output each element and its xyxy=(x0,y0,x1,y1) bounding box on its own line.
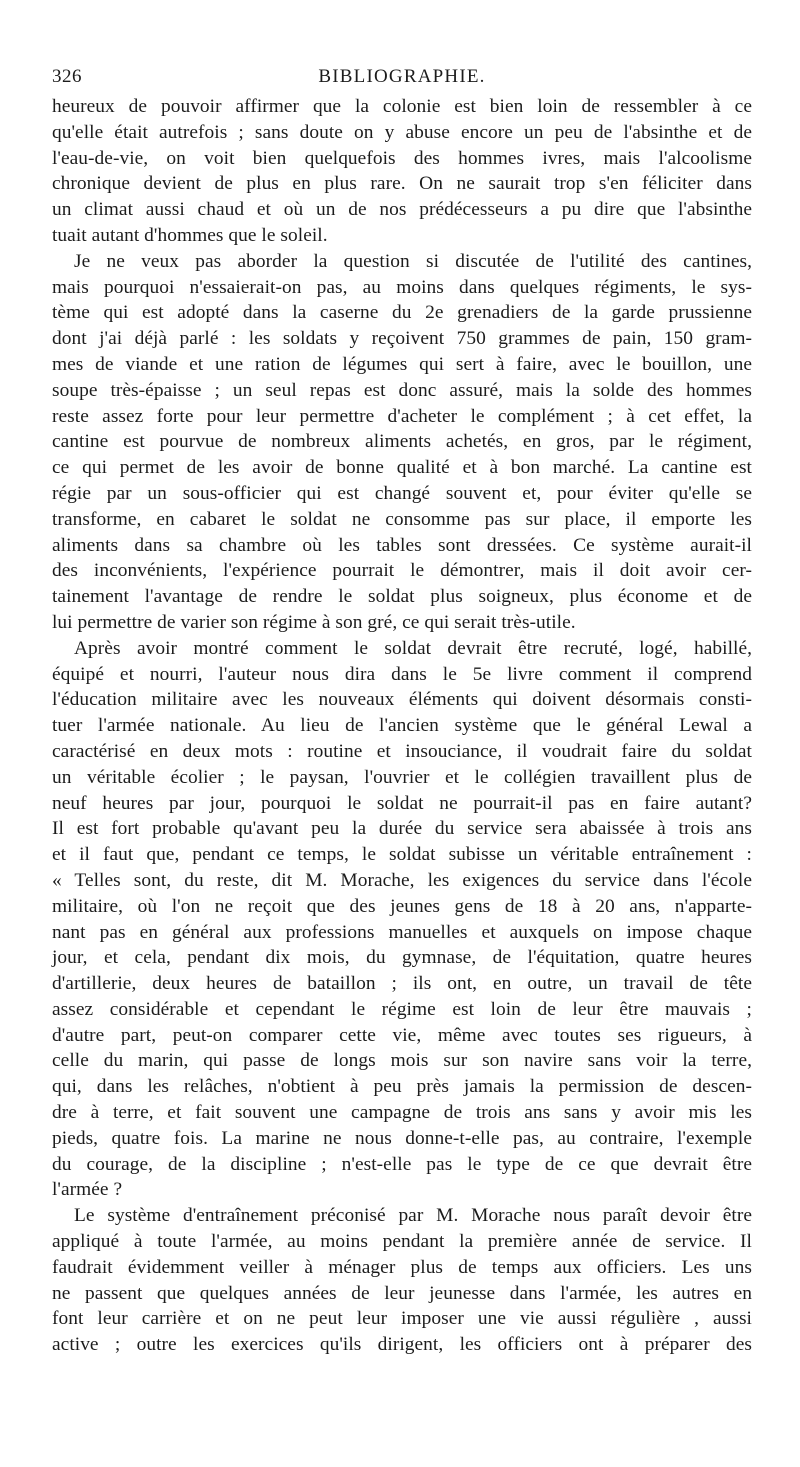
text-line: assez considérable et cependant le régime est loin de leur être mauvais ; xyxy=(52,998,752,1020)
text-line: faudrait évidemment veiller à ménager plus de temps aux officiers. Les uns xyxy=(52,1256,752,1278)
text-line: un véritable écolier ; le paysan, l'ouvrier et le collégien travaillent plus de xyxy=(52,766,752,788)
page-number: 326 xyxy=(52,66,82,87)
text-line: nant pas en général aux professions manuelles et auxquels on impose chaque xyxy=(52,921,752,943)
text-line: militaire, où l'on ne reçoit que des jeunes gens de 18 à 20 ans, n'apparte- xyxy=(52,895,752,917)
text-line: tainement l'avantage de rendre le soldat plus soigneux, plus économe et de xyxy=(52,586,752,608)
text-line: reste assez forte pour leur permettre d'acheter le complément ; à cet effet, la xyxy=(52,405,752,427)
text-line: d'autre part, peut-on comparer cette vie, même avec toutes ses rigueurs, à xyxy=(52,1024,752,1046)
text-line: appliqué à toute l'armée, au moins pendant la première année de service. Il xyxy=(52,1231,752,1253)
text-line: du courage, de la discipline ; n'est-elle pas le type de ce que devrait être xyxy=(52,1153,752,1175)
text-line: l'armée ? xyxy=(52,1179,123,1201)
text-line: transforme, en cabaret le soldat ne consomme pas sur place, il emporte les xyxy=(52,508,752,530)
text-line: neuf heures par jour, pourquoi le soldat ne pourrait-il pas en faire autant? xyxy=(52,792,752,814)
text-line: jour, et cela, pendant dix mois, du gymnase, de l'équitation, quatre heures xyxy=(52,947,752,969)
paragraph xyxy=(52,636,752,1204)
text-line: celle du marin, qui passe de longs mois sur son navire sans voir la terre, xyxy=(52,1050,752,1072)
text-line: heureux de pouvoir affirmer que la colonie est bien loin de ressembler à ce xyxy=(52,96,752,117)
text-line: qu'elle était autrefois ; sans doute on y abuse encore un peu de l'absinthe et de xyxy=(52,121,752,143)
text-line: équipé et nourri, l'auteur nous dira dans le 5e livre comment il comprend xyxy=(52,663,752,685)
paragraph xyxy=(52,249,752,636)
text-line: mes de viande et une ration de légumes qui sert à faire, avec le bouillon, une xyxy=(52,353,752,375)
text-line: Le système d'entraînement préconisé par M. Morache nous paraît devoir être xyxy=(74,1205,752,1227)
text-line: dont j'ai déjà parlé : les soldats y reçoivent 750 grammes de pain, 150 gram- xyxy=(52,328,752,350)
page-header xyxy=(52,66,752,92)
text-line: Il est fort probable qu'avant peu la durée du service sera abaissée à trois ans xyxy=(52,818,752,840)
text-line: des inconvénients, l'expérience pourrait le démontrer, mais il doit avoir cer- xyxy=(52,560,752,582)
text-line: tème qui est adopté dans la caserne du 2e grenadiers de la garde prussienne xyxy=(52,302,752,324)
text-line: active ; outre les exercices qu'ils dirigent, les officiers ont à préparer des xyxy=(52,1334,752,1356)
text-line: chronique devient de plus en plus rare. On ne saurait trop s'en féliciter dans xyxy=(52,173,752,195)
text-line: tuait autant d'hommes que le soleil. xyxy=(52,224,328,246)
text-line: pieds, quatre fois. La marine ne nous donne-t-elle pas, au contraire, l'exemple xyxy=(52,1127,752,1149)
text-line: un climat aussi chaud et où un de nos prédécesseurs a pu dire que l'absinthe xyxy=(52,199,752,221)
text-line: Après avoir montré comment le soldat devrait être recruté, logé, habillé, xyxy=(74,637,752,659)
text-line: l'éducation militaire avec les nouveaux éléments qui doivent désormais consti- xyxy=(52,689,752,711)
text-line: aliments dans sa chambre où les tables sont dressées. Ce système aurait-il xyxy=(52,534,752,556)
text-line: d'artillerie, deux heures de bataillon ; ils ont, en outre, un travail de tête xyxy=(52,973,752,995)
text-line: Je ne veux pas aborder la question si discutée de l'utilité des cantines, xyxy=(74,250,752,272)
text-line: et il faut que, pendant ce temps, le soldat subisse un véritable entraînement : xyxy=(52,844,752,866)
text-line: caractérisé en deux mots : routine et insouciance, il voudrait faire du soldat xyxy=(52,740,752,762)
text-line: « Telles sont, du reste, dit M. Morache, les exigences du service dans l'école xyxy=(52,869,752,891)
text-line: cantine est pourvue de nombreux aliments achetés, en gros, par le régiment, xyxy=(52,431,752,453)
paragraph xyxy=(52,1203,752,1358)
text-line: régie par un sous-officier qui est changé souvent et, pour éviter qu'elle se xyxy=(52,482,752,504)
text-line: l'eau-de-vie, on voit bien quelquefois des hommes ivres, mais l'alcoolisme xyxy=(52,147,752,169)
paragraph xyxy=(52,94,752,249)
text-line: font leur carrière et on ne peut leur imposer une vie aussi régulière , aussi xyxy=(52,1308,752,1330)
text-line: qui, dans les relâches, n'obtient à peu près jamais la permission de descen- xyxy=(52,1076,752,1098)
body-text xyxy=(52,94,752,1358)
running-head: BIBLIOGRAPHIE. xyxy=(318,66,486,87)
text-line: tuer l'armée nationale. Au lieu de l'ancien système que le général Lewal a xyxy=(52,715,752,737)
text-line: mais pourquoi n'essaierait-on pas, au moins dans quelques régiments, le sys- xyxy=(52,276,752,298)
text-line: dre à terre, et fait souvent une campagne de trois ans sans y avoir mis les xyxy=(52,1102,752,1124)
text-line: soupe très-épaisse ; un seul repas est donc assuré, mais la solde des hommes xyxy=(52,379,752,401)
text-line: ne passent que quelques années de leur jeunesse dans l'armée, les autres en xyxy=(52,1282,752,1304)
text-line: ce qui permet de les avoir de bonne qualité et à bon marché. La cantine est xyxy=(52,457,752,479)
text-line: lui permettre de varier son régime à son gré, ce qui serait très-utile. xyxy=(52,611,576,633)
